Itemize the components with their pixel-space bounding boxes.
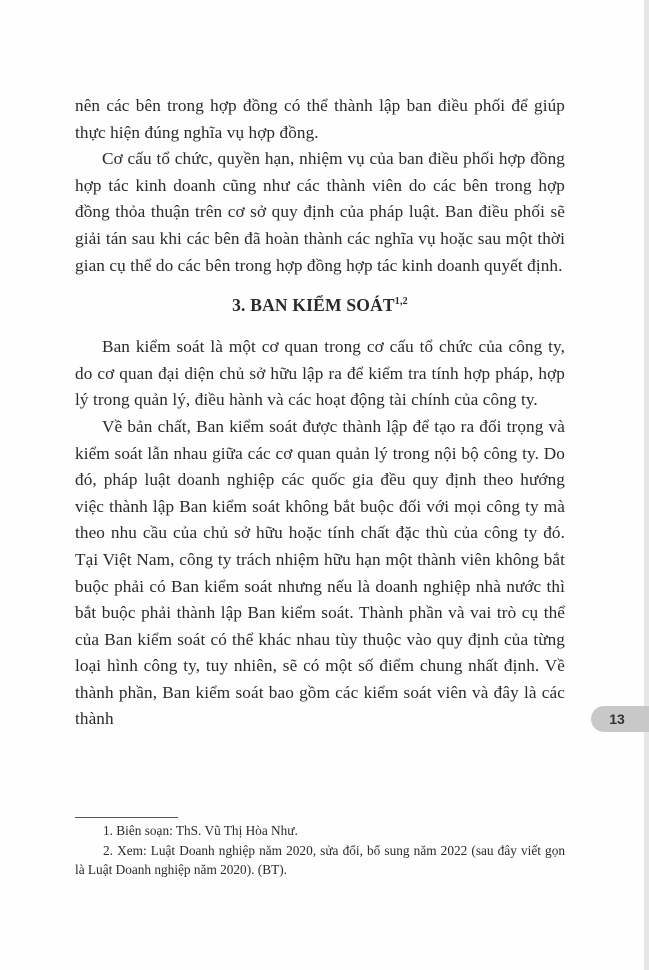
page-number: 13 bbox=[591, 706, 649, 732]
paragraph-1: nên các bên trong hợp đồng có thể thành lập ban điều phối để giúp thực hiện đúng nghĩa vụ hợp đồng. bbox=[75, 96, 565, 142]
footnote-refs: 1,2 bbox=[394, 296, 408, 308]
paragraph-4: Về bản chất, Ban kiểm soát được thành lập để tạo ra đối trọng và kiểm soát lẫn nhau giữa các cơ quan quản lý trong nội bộ công ty. Do đó, pháp luật doanh nghiệp các quốc gia đều quy định theo hướng việc thành lập Ban kiểm soát không bắt buộc đối với mọi công ty mà theo nhu cầu của chủ sở hữu hoặc tính chất đặc thù của công ty đó. Tại Việt Nam, công ty trách nhiệm hữu hạn một thành viên không bắt buộc phải có Ban kiểm soát nhưng nếu là doanh nghiệp nhà nước thì bắt buộc phải thành lập Ban kiểm soát. Thành phần và vai trò cụ thể của Ban kiểm soát có thể khác nhau tùy thuộc vào quy định của từng loại hình công ty, tuy nhiên, sẽ có một số điểm chung nhất định. Về thành phần, Ban kiểm soát bao gồm các kiểm soát viên và đây là các thành bbox=[75, 416, 565, 729]
paragraph-3: Ban kiểm soát là một cơ quan trong cơ cấu tổ chức của công ty, do cơ quan đại diện chủ sở hữu lập ra để kiểm tra tính hợp pháp, hợp lý trong quản lý, điều hành và các hoạt động tài chính của công ty. bbox=[75, 337, 565, 410]
section-heading-text: 3. BAN KIỂM SOÁT bbox=[232, 295, 395, 316]
section-heading bbox=[75, 292, 565, 318]
footnote-2: 2. Xem: Luật Doanh nghiệp năm 2020, sửa đổi, bổ sung năm 2022 (sau đây viết gọn là Luật Doanh nghiệp năm 2020). (BT). bbox=[75, 842, 565, 877]
footnote-1: 1. Biên soạn: ThS. Vũ Thị Hòa Như. bbox=[103, 823, 298, 838]
footnote-divider bbox=[75, 817, 178, 818]
footnotes bbox=[75, 821, 565, 880]
page-body bbox=[75, 93, 565, 733]
page-edge-strip bbox=[644, 0, 649, 970]
paragraph-2: Cơ cấu tổ chức, quyền hạn, nhiệm vụ của ban điều phối hợp đồng hợp tác kinh doanh cũng như các thành viên do các bên trong hợp đồng thỏa thuận trên cơ sở quy định của pháp luật. Ban điều phối sẽ giải tán sau khi các bên đã hoàn thành các nghĩa vụ hoặc sau một thời gian cụ thể do các bên trong hợp đồng hợp tác kinh doanh quyết định. bbox=[75, 149, 565, 275]
